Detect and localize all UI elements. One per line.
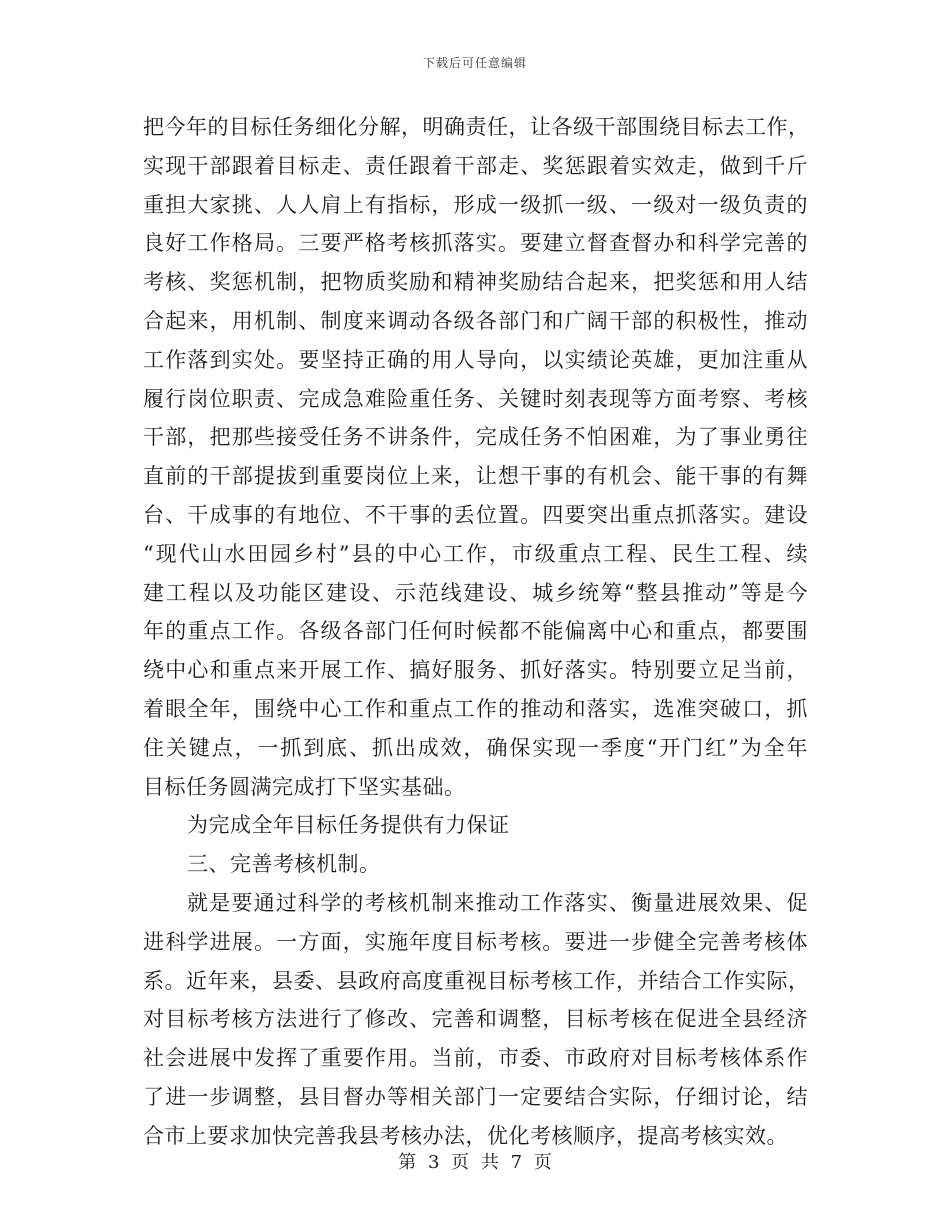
page-indicator: 第 3 页 共 7 页	[398, 1152, 552, 1173]
document-body	[143, 108, 808, 1156]
text-line: 工作落到实处。要坚持正确的用人导向，以实绩论英雄，更加注重从	[143, 347, 808, 372]
text-line: 年的重点工作。各级各部门任何时候都不能偏离中心和重点，都要围	[143, 619, 808, 644]
section-heading: 为完成全年目标任务提供有力保证	[187, 813, 510, 838]
text-line: 住关键点，一抓到底、抓出成效，确保实现一季度“开门红”为全年	[143, 735, 808, 760]
text-line: 考核、奖惩机制，把物质奖励和精神奖励结合起来，把奖惩和用人结	[143, 270, 808, 295]
text-line: 就是要通过科学的考核机制来推动工作落实、衡量进展效果、促	[187, 890, 808, 915]
text-line: 了进一步调整，县目督办等相关部门一定要结合实际，仔细讨论，结	[143, 1084, 808, 1109]
text-line: 绕中心和重点来开展工作、搞好服务、抓好落实。特别要立足当前，	[143, 658, 808, 683]
text-line: 对目标考核方法进行了修改、完善和调整，目标考核在促进全县经济	[143, 1007, 808, 1032]
text-line: 进科学进展。一方面，实施年度目标考核。要进一步健全完善考核体	[143, 929, 808, 954]
text-line: 台、干成事的有地位、不干事的丢位置。四要突出重点抓落实。建设	[143, 502, 808, 527]
text-line: “现代山水田园乡村”县的中心工作，市级重点工程、民生工程、续	[143, 541, 808, 566]
text-line: 合起来，用机制、制度来调动各级各部门和广阔干部的积极性，推动	[143, 308, 808, 333]
section-heading: 三、完善考核机制。	[187, 852, 381, 877]
text-line: 社会进展中发挥了重要作用。当前，市委、市政府对目标考核体系作	[143, 1046, 808, 1071]
text-line: 目标任务圆满完成打下坚实基础。	[143, 774, 466, 799]
text-line: 履行岗位职责、完成急难险重任务、关键时刻表现等方面考察、考核	[143, 386, 808, 411]
header-note: 下载后可任意编辑	[422, 56, 527, 70]
text-line: 合市上要求加快完善我县考核办法，优化考核顺序，提高考核实效。	[143, 1123, 788, 1148]
text-line: 干部，把那些接受任务不讲条件，完成任务不怕困难，为了事业勇往	[143, 425, 808, 450]
text-line: 良好工作格局。三要严格考核抓落实。要建立督查督办和科学完善的	[143, 231, 808, 256]
text-line: 建工程以及功能区建设、示范线建设、城乡统筹“整县推动”等是今	[143, 580, 808, 605]
text-line: 直前的干部提拔到重要岗位上来，让想干事的有机会、能干事的有舞	[143, 464, 808, 489]
text-line: 着眼全年，围绕中心工作和重点工作的推动和落实，选准突破口，抓	[143, 696, 808, 721]
text-line: 重担大家挑、人人肩上有指标，形成一级抓一级、一级对一级负责的	[143, 192, 808, 217]
text-line: 系。近年来，县委、县政府高度重视目标考核工作，并结合工作实际，	[143, 968, 810, 993]
text-line: 实现干部跟着目标走、责任跟着干部走、奖惩跟着实效走，做到千斤	[143, 153, 808, 178]
text-line: 把今年的目标任务细化分解，明确责任，让各级干部围绕目标去工作，	[143, 115, 810, 139]
